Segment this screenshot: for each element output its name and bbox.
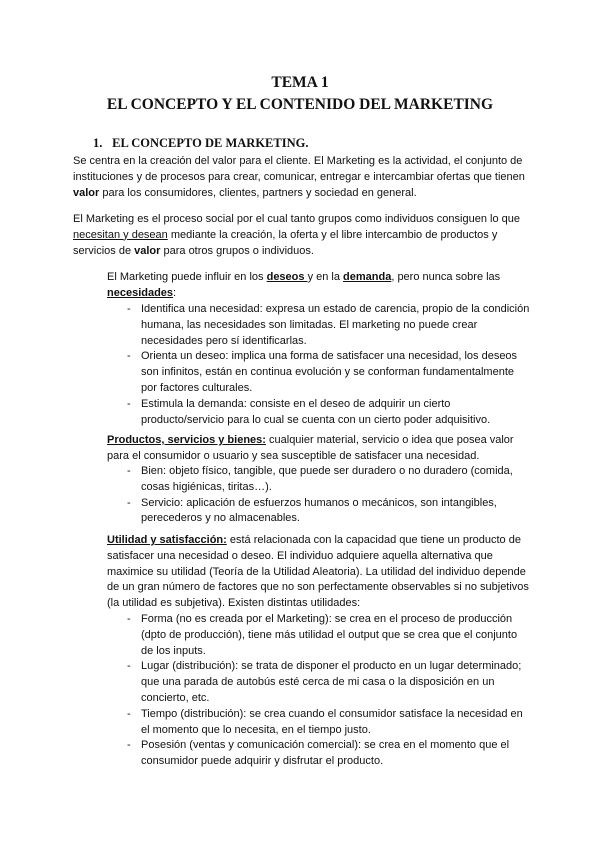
list-needs <box>107 302 532 428</box>
bullet-dash: - <box>127 465 131 477</box>
text-run: , pero nunca sobre las <box>391 271 501 283</box>
list-item-text: Tiempo (distribución): se crea cuando el consumidor satisface la necesidad en el momento que lo necesita, en el tiempo justo. <box>141 707 523 736</box>
section-heading <box>93 136 308 151</box>
list-item <box>107 612 532 659</box>
list-item-text: Servicio: aplicación de esfuerzos humanos o mecánicos, son intangibles, perecederos y no almacenables. <box>141 496 497 525</box>
text-run: está relacionada con la capacidad que tiene un producto de satisfacer una necesidad o deseo. El individuo adquiere aquella alternativa que maximice su utilidad (Teoría de la Utilidad Aleatoria). La utilidad del individuo depende de un gran número de factores que no son perfectamente observables si no subjetivos (la utilidad es subjetiva). Existen distintas utilidades: <box>107 534 529 610</box>
text-run: cualquier material, servicio o idea que posea valor para el consumidor o usuario y sea susceptible de satisfacer una necesidad. <box>107 434 514 462</box>
text-run: Se centra en la creación del valor para el cliente. El Marketing es la actividad, el conjunto de instituciones y de procesos para crear, comunicar, entregar e intercambiar ofertas que tienen <box>73 155 525 183</box>
list-item <box>107 464 532 496</box>
list-item <box>107 707 532 739</box>
list-goods <box>107 464 532 527</box>
bullet-dash: - <box>127 613 131 625</box>
text-run: para otros grupos o individuos. <box>160 244 314 257</box>
list-item <box>107 496 532 528</box>
text-run: : <box>173 286 177 299</box>
list-item <box>107 659 532 706</box>
bullet-dash: - <box>127 350 131 363</box>
paragraph-products <box>107 433 532 465</box>
bold-term: valor <box>134 244 161 257</box>
text-run: El Marketing puede influir en los <box>107 271 267 283</box>
paragraph-utility <box>107 533 532 612</box>
text-run: y en la <box>307 271 344 283</box>
list-item-text: Estimula la demanda: consiste en el deseo de adquirir un cierto producto/servicio para lo cual se cuenta con un cierto poder adquisitivo. <box>141 397 491 426</box>
bullet-dash: - <box>127 303 131 315</box>
list-item <box>107 302 532 349</box>
bold-term: valor <box>73 186 100 199</box>
section-title: EL CONCEPTO DE MARKETING. <box>112 136 309 150</box>
chapter-title: EL CONCEPTO Y EL CONTENIDO DEL MARKETING <box>106 96 494 113</box>
list-item <box>107 738 532 770</box>
bold-underlined-term: Utilidad y satisfacción: <box>107 534 227 546</box>
paragraph-influence <box>107 270 532 302</box>
paragraph-definition <box>73 154 533 201</box>
list-item-text: Bien: objeto físico, tangible, que puede ser duradero o no duradero (comida, cosas higiénicas, tiritas…). <box>141 465 513 493</box>
section-number: 1. <box>93 136 103 150</box>
bullet-dash: - <box>127 397 131 410</box>
bullet-dash: - <box>127 496 131 509</box>
text-run: El Marketing es el proceso social por el cual tanto grupos como individuos consiguen lo que <box>73 213 520 225</box>
bullet-dash: - <box>127 739 131 752</box>
bullet-dash: - <box>127 707 131 720</box>
list-item-text: Identifica una necesidad: expresa un estado de carencia, propio de la condición humana, las necesidades son limitadas. El marketing no puede crear necesidades pero sí identificarlas. <box>141 303 530 347</box>
list-item-text: Orienta un deseo: implica una forma de satisfacer una necesidad, los deseos son infinitos, están en continua evolución y se conforman fundamentalmente por factores culturales. <box>141 350 518 394</box>
bullet-dash: - <box>127 660 131 673</box>
tema-heading: TEMA 1 <box>271 74 329 91</box>
text-run: para los consumidores, clientes, partners y sociedad en general. <box>99 186 417 199</box>
bold-underlined-term: Productos, servicios y bienes: <box>107 434 266 446</box>
underlined-term: necesitan y desean <box>73 228 168 241</box>
list-utilities <box>107 612 532 770</box>
list-item <box>107 349 532 396</box>
text-run: mediante la creación, la oferta y el libre intercambio de productos y servicios de <box>73 228 498 257</box>
list-item <box>107 397 532 429</box>
bold-underlined-term: deseos <box>266 271 308 283</box>
list-item-text: Lugar (distribución): se trata de disponer el producto en un lugar determinado; que una parada de autobús esté cerca de mi casa o la disposición en un concierto, etc. <box>141 660 522 704</box>
bold-underlined-term: necesidades <box>107 286 174 299</box>
list-item-text: Forma (no es creada por el Marketing): se crea en el proceso de producción (dpto de producción), tiene más utilidad el output que se crea que el conjunto de los inputs. <box>141 613 518 657</box>
bold-underlined-term: demanda <box>343 271 392 283</box>
paragraph-social-process <box>73 212 533 259</box>
list-item-text: Posesión (ventas y comunicación comercial): se crea en el momento que el consumidor puede adquirir y disfrutar el producto. <box>141 739 510 768</box>
